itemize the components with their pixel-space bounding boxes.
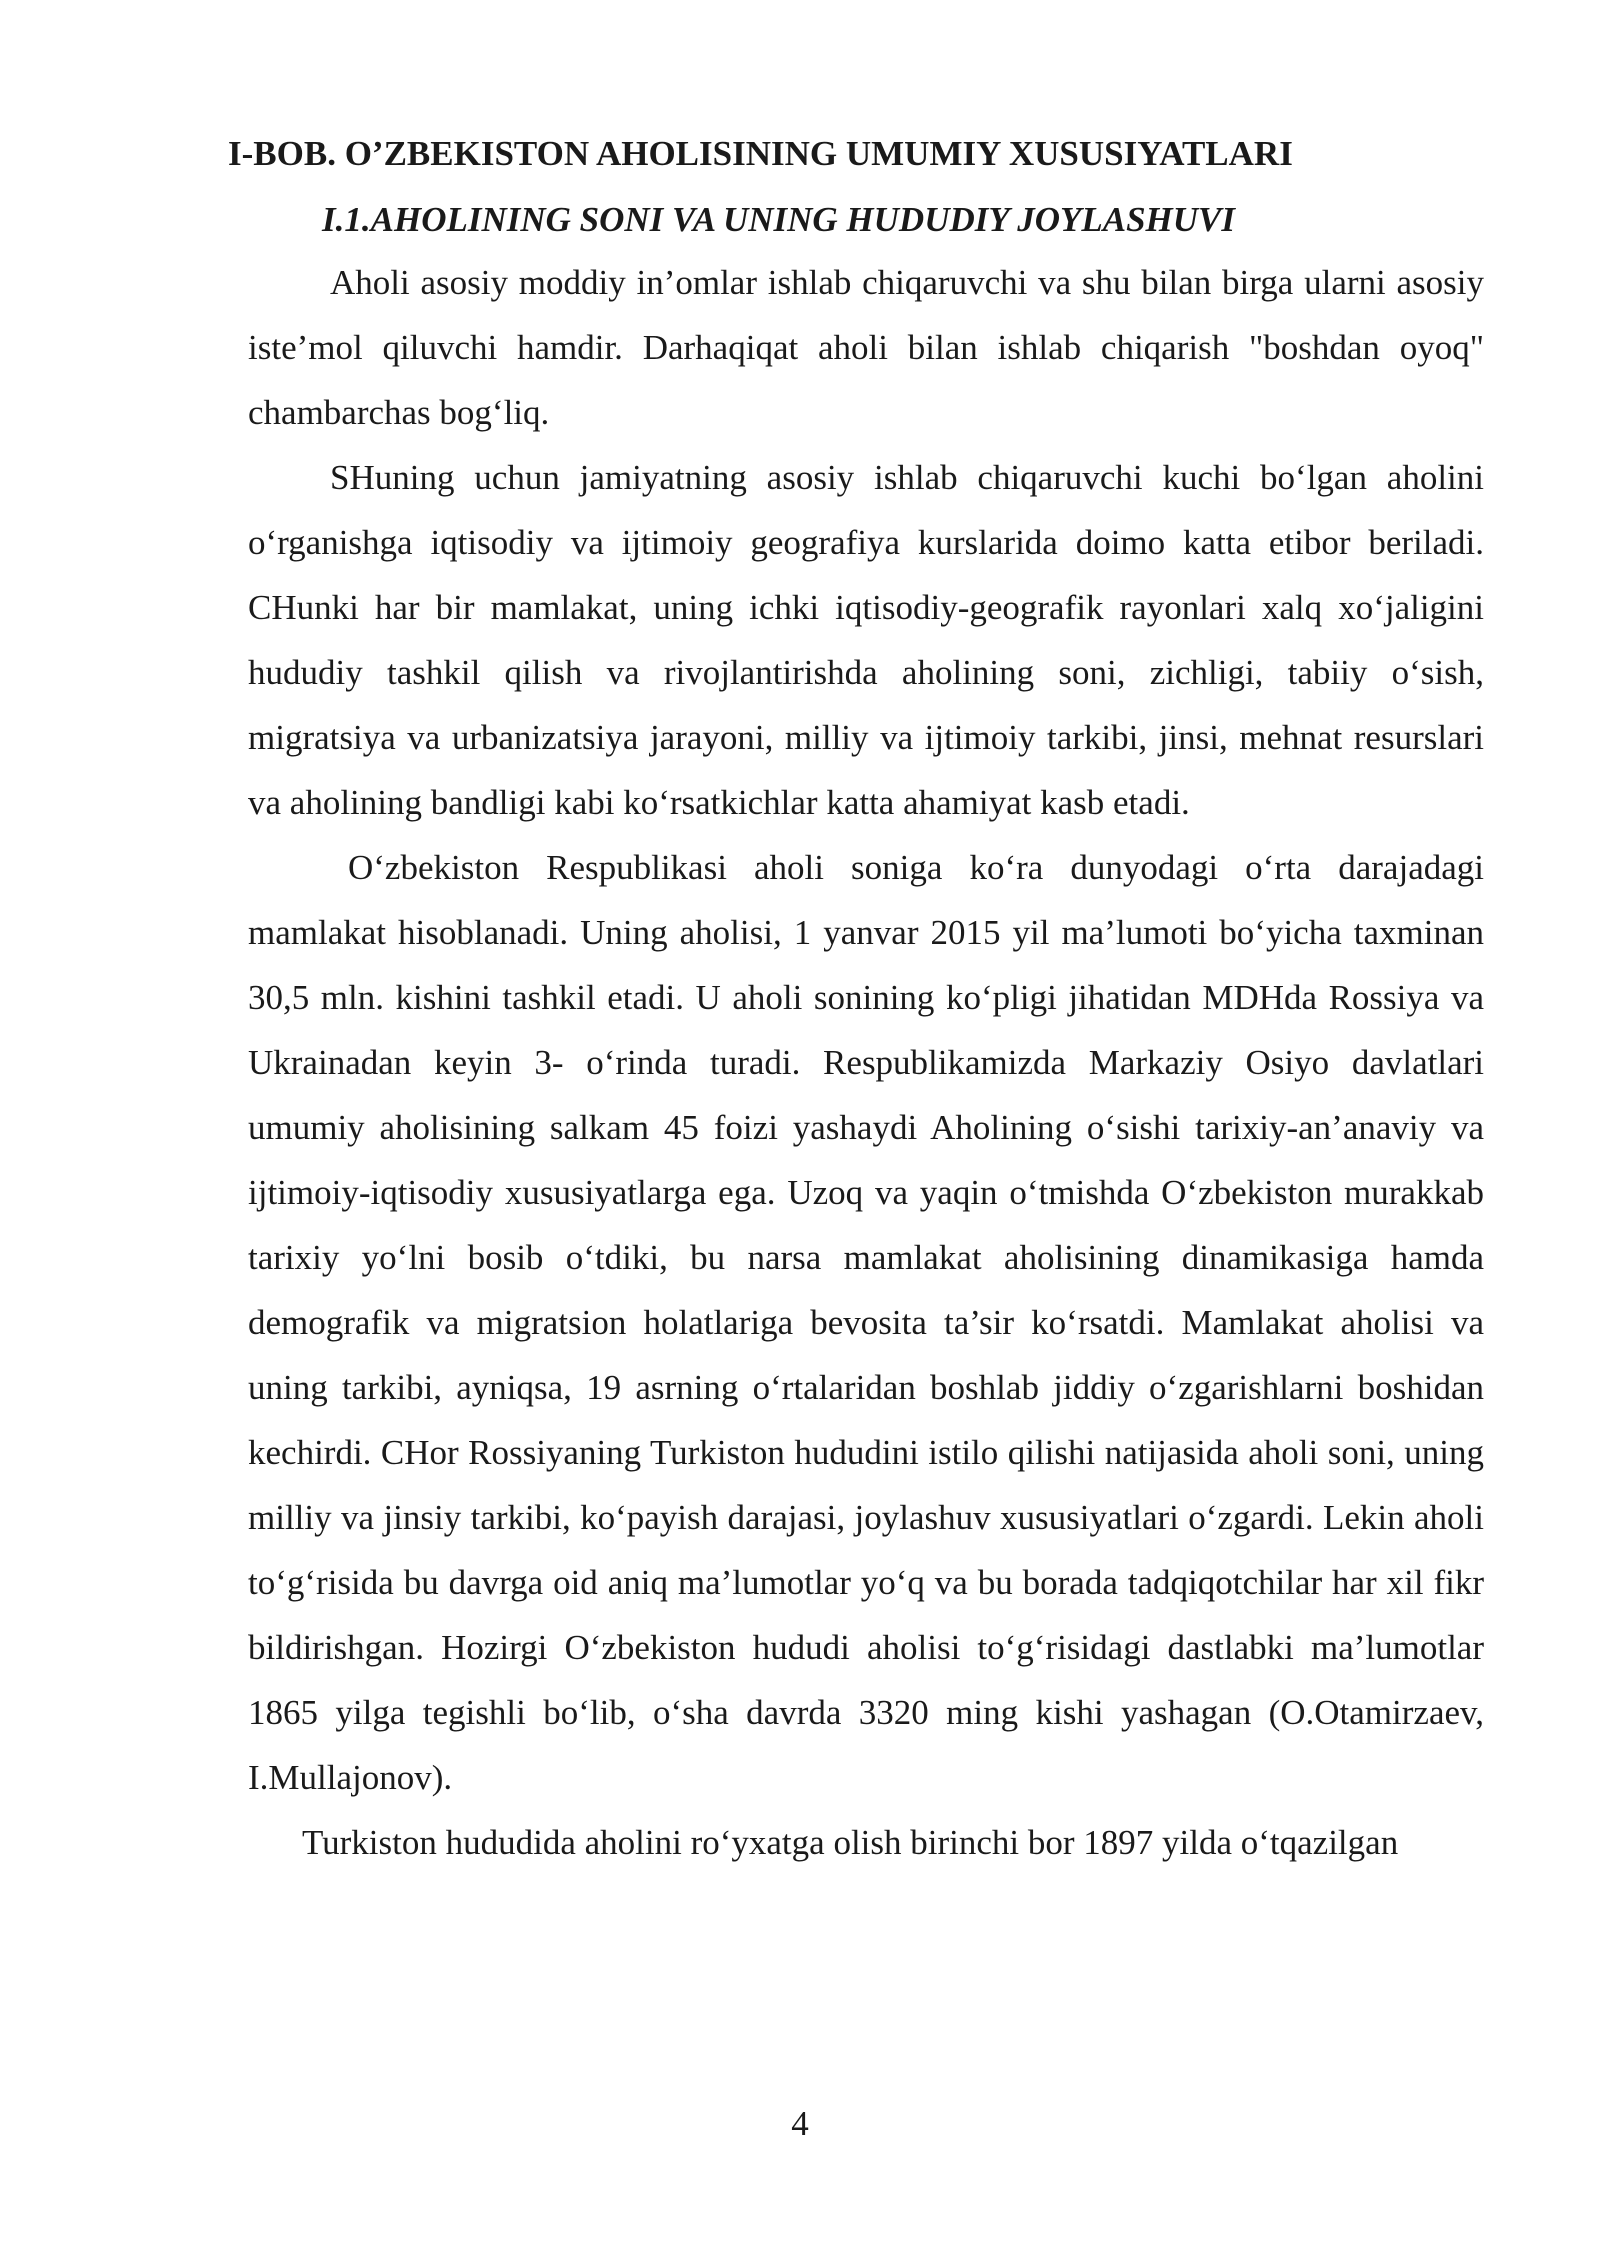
paragraph-3: O‘zbekiston Respublikasi aholi soniga ko‘ra dunyodagi o‘rta darajadagi mamlakat hisoblanadi. Uning aholisi, 1 yanvar 2015 yil ma’lumoti bo‘yicha taxminan 30,5 mln. kishini tashkil etadi. U aholi sonining ko‘pligi jihatidan MDHda Rossiya va Ukrainadan keyin 3- o‘rinda turadi. Respublikamizda Markaziy Osiyo davlatlari umumiy aholisining salkam 45 foizi yashaydi Aholining o‘sishi tarixiy-an’anaviy va ijtimoiy-iqtisodiy xususiyatlarga ega. Uzoq va yaqin o‘tmishda O‘zbekiston murakkab tarixiy yo‘lni bosib o‘tdiki, bu narsa mamlakat aholisining dinamikasiga hamda demografik va migratsion holatlariga bevosita ta’sir ko‘rsatdi. Mamlakat aholisi va uning tarkibi, ayniqsa, 19 asrning o‘rtalaridan boshlab jiddiy o‘zgarishlarni boshidan kechirdi. CHor Rossiyaning Turkiston hududini istilo qilishi natijasida aholi soni, uning milliy va jinsiy tarkibi, ko‘payish darajasi, joylashuv xususiyatlari o‘zgardi. Lekin aholi to‘g‘risida bu davrga oid aniq ma’lumotlar yo‘q va bu borada tadqiqotchilar har xil fikr bildirishgan. Hozirgi O‘zbekiston hududi aholisi to‘g‘risidagi dastlabki ma’lumotlar 1865 yilga tegishli bo‘lib, o‘sha davrda 3320 ming kishi yashagan (O.Otamirzaev, I.Mullajonov). (248, 848, 1484, 1797)
paragraph-1: Aholi asosiy moddiy in’omlar ishlab chiqaruvchi va shu bilan birga ularni asosiy iste’mol qiluvchi hamdir. Darhaqiqat aholi bilan ishlab chiqarish "boshdan oyoq" chambarchas bog‘liq. (248, 263, 1484, 432)
body-text (248, 250, 1484, 1875)
paragraph-2: SHuning uchun jamiyatning asosiy ishlab chiqaruvchi kuchi bo‘lgan aholini o‘rganishga iqtisodiy va ijtimoiy geografiya kurslarida doimo katta etibor beriladi. CHunki har bir mamlakat, uning ichki iqtisodiy-geografik rayonlari xalq xo‘jaligini hududiy tashkil qilish va rivojlantirishda aholining soni, zichligi, tabiiy o‘sish, migratsiya va urbanizatsiya jarayoni, milliy va ijtimoiy tarkibi, jinsi, mehnat resurslari va aholining bandligi kabi ko‘rsatkichlar katta ahamiyat kasb etadi. (248, 458, 1484, 822)
chapter-title: I-BOB. O’ZBEKISTON AHOLISINING UMUMIY XUSUSIYATLARI (228, 134, 1293, 173)
section-title: I.1.AHOLINING SONI VA UNING HUDUDIY JOYLASHUVI (322, 200, 1236, 239)
page-number: 4 (791, 2104, 809, 2143)
paragraph-4: Turkiston hududida aholini ro‘yxatga olish birinchi bor 1897 yilda o‘tqazilgan (302, 1823, 1399, 1862)
